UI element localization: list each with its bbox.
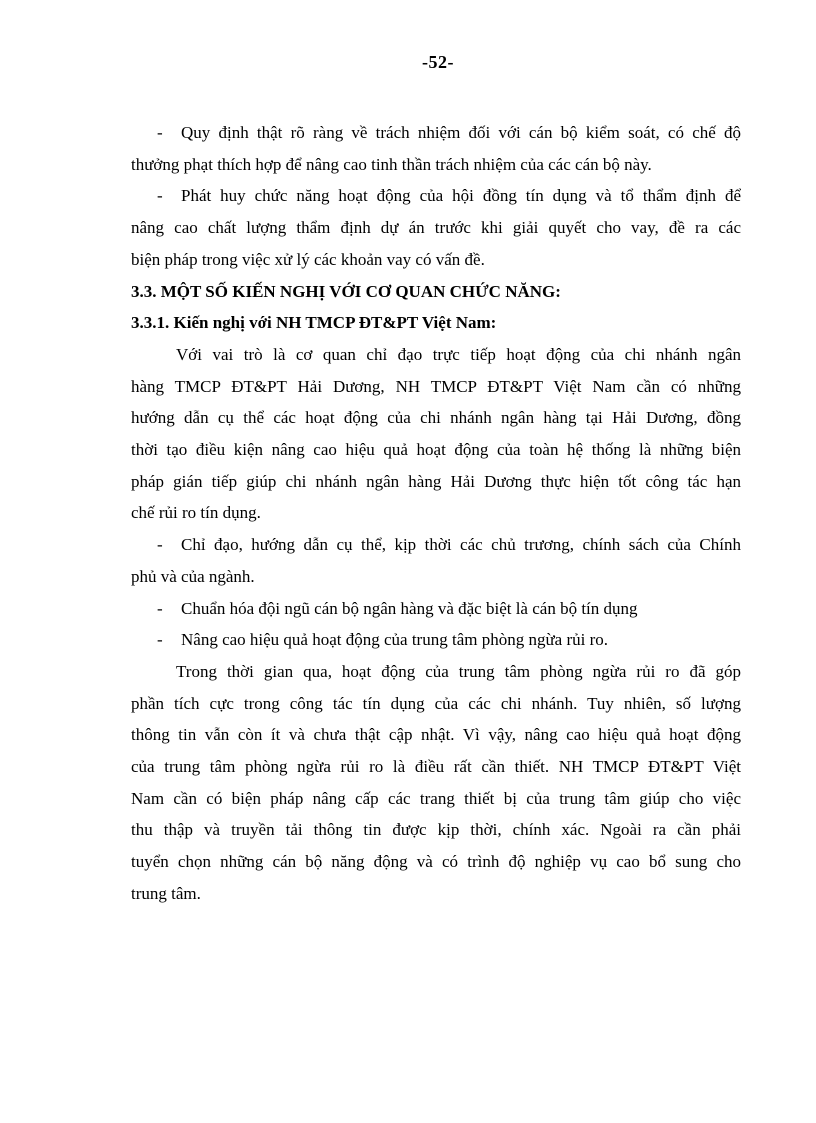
bullet-line: phủ và của ngành. — [131, 566, 255, 586]
paragraph-line: thông tin vẫn còn ít và chưa thật cập nhật. Vì vậy, nâng cao hiệu quả hoạt động — [131, 725, 741, 745]
bullet-dash: - — [157, 630, 163, 650]
paragraph — [131, 339, 741, 529]
paragraph-line: của trung tâm phòng ngừa rủi ro là điều rất cần thiết. NH TMCP ĐT&PT Việt — [131, 757, 741, 777]
bullet-dash: - — [157, 186, 163, 206]
subsection-heading: 3.3.1. Kiến nghị với NH TMCP ĐT&PT Việt Nam: — [131, 313, 497, 333]
paragraph-line: trung tâm. — [131, 883, 201, 903]
paragraph-line: Trong thời gian qua, hoạt động của trung tâm phòng ngừa rủi ro đã góp — [176, 661, 741, 681]
paragraph-line: chế rủi ro tín dụng. — [131, 503, 261, 523]
paragraph-line: tuyển chọn những cán bộ năng động và có trình độ nghiệp vụ cao bổ sung cho — [131, 852, 741, 872]
paragraph-line: Nam cần có biện pháp nâng cấp các trang thiết bị của trung tâm giúp cho việc — [131, 788, 741, 808]
bullet-line: Quy định thật rõ ràng về trách nhiệm đối với cán bộ kiểm soát, có chế độ — [181, 123, 741, 142]
bullet-line: Nâng cao hiệu quả hoạt động của trung tâm phòng ngừa rủi ro. — [181, 630, 609, 650]
bullet-line: Chỉ đạo, hướng dẫn cụ thể, kịp thời các chủ trương, chính sách của Chính — [181, 535, 741, 555]
bullet-item — [131, 529, 741, 592]
paragraph-line: Với vai trò là cơ quan chỉ đạo trực tiếp hoạt động của chi nhánh ngân — [176, 344, 741, 364]
paragraph — [131, 656, 741, 910]
bullet-item — [131, 624, 741, 656]
paragraph-line: thu thập và truyền tải thông tin được kịp thời, chính xác. Ngoài ra cần phải — [131, 820, 741, 840]
paragraph-line: pháp gián tiếp giúp chi nhánh ngân hàng Hải Dương thực hiện tốt công tác hạn — [131, 471, 741, 491]
bullet-line: biện pháp trong việc xử lý các khoản vay có vấn đề. — [131, 249, 485, 269]
bullet-line: Phát huy chức năng hoạt động của hội đồng tín dụng và tổ thẩm định để — [181, 186, 741, 206]
page-number: -52- — [422, 52, 454, 72]
paragraph-line: hướng dẫn cụ thể các hoạt động của chi nhánh ngân hàng tại Hải Dương, đồng — [131, 408, 741, 428]
section-heading: 3.3. MỘT SỐ KIẾN NGHỊ VỚI CƠ QUAN CHỨC NĂNG: — [131, 281, 561, 301]
bullet-line: nâng cao chất lượng thẩm định dự án trước khi giải quyết cho vay, đề ra các — [131, 218, 741, 238]
document-body — [131, 117, 741, 910]
bullet-dash: - — [157, 535, 163, 555]
bullet-dash: - — [157, 598, 163, 618]
bullet-line: Chuẩn hóa đội ngũ cán bộ ngân hàng và đặc biệt là cán bộ tín dụng — [181, 598, 638, 618]
paragraph-line: thời tạo điều kiện nâng cao hiệu quả hoạt động của toàn hệ thống là những biện — [131, 440, 741, 460]
bullet-item — [131, 593, 741, 625]
bullet-dash: - — [157, 123, 163, 142]
paragraph-line: hàng TMCP ĐT&PT Hải Dương, NH TMCP ĐT&PT Việt Nam cần có những — [131, 376, 741, 396]
paragraph-line: phần tích cực trong công tác tín dụng của các chi nhánh. Tuy nhiên, số lượng — [131, 693, 741, 713]
bullet-item — [131, 117, 741, 180]
bullet-line: thưởng phạt thích hợp để nâng cao tinh thần trách nhiệm của các cán bộ này. — [131, 154, 652, 174]
bullet-item — [131, 180, 741, 275]
